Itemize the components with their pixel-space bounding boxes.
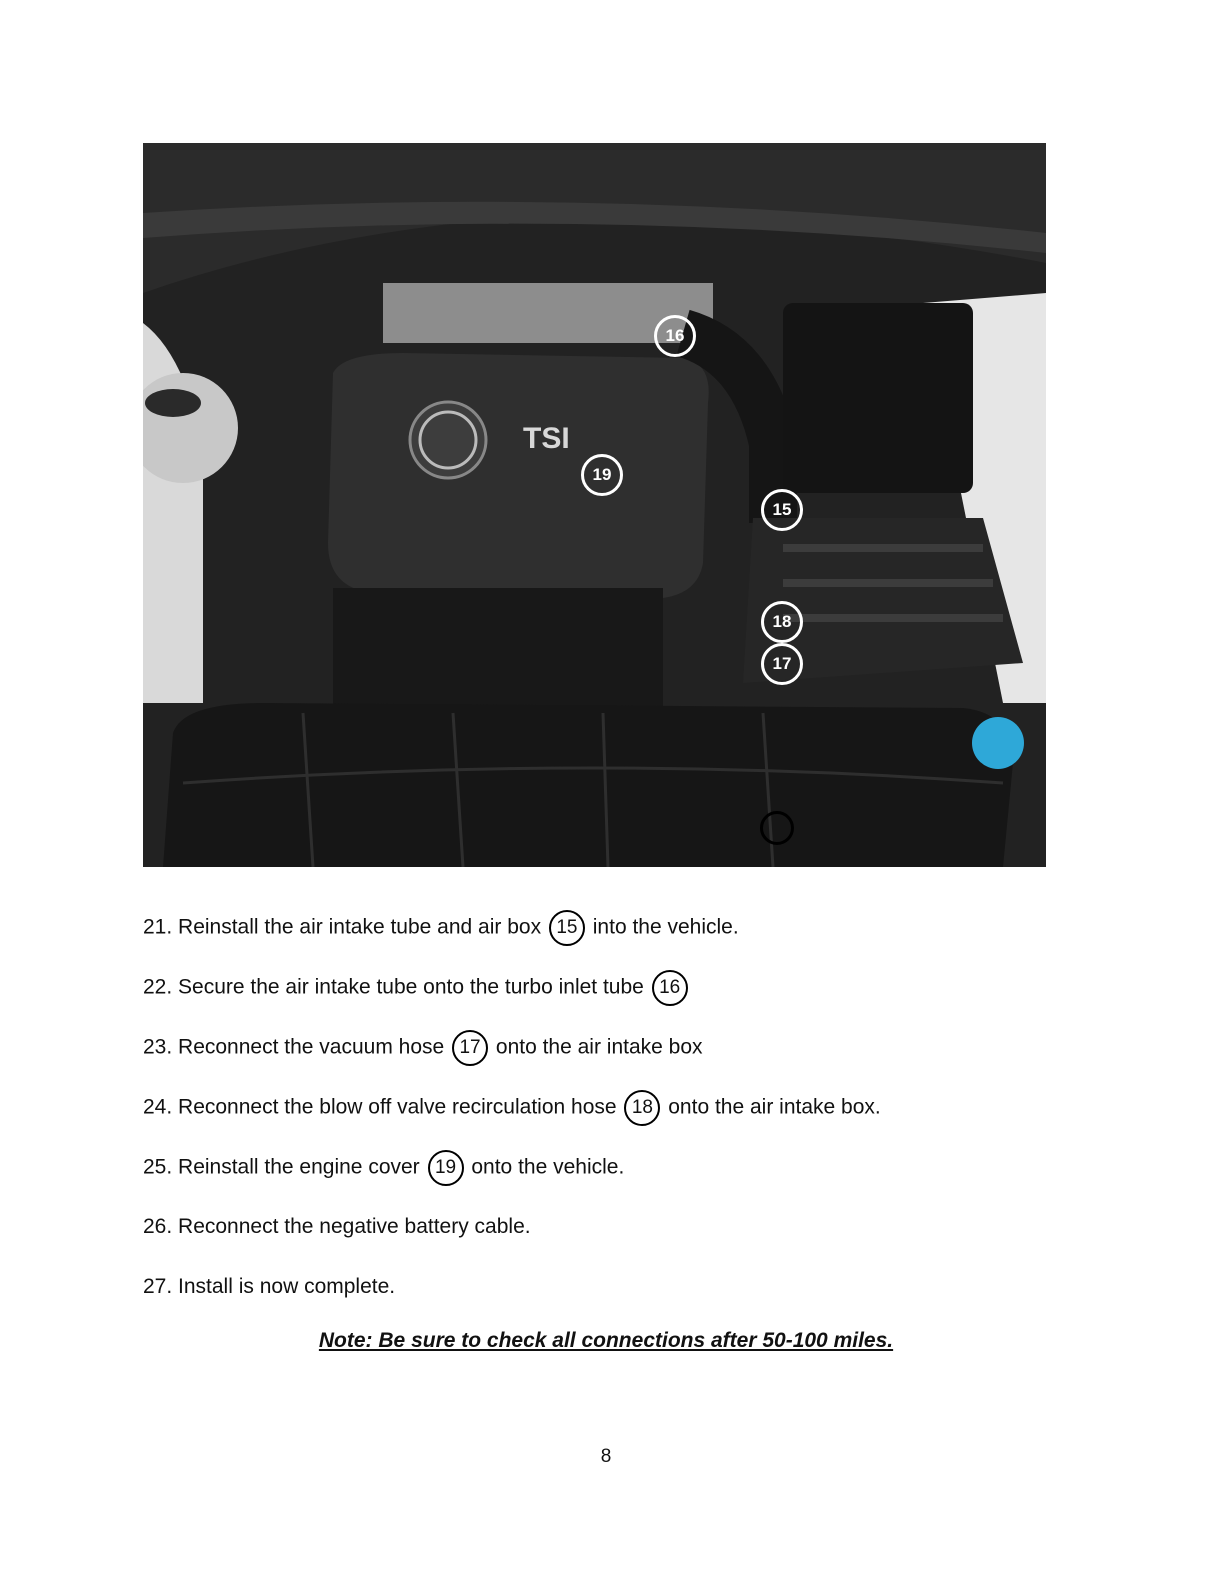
step-text: 23. Reconnect the vacuum hose xyxy=(143,1035,445,1059)
step-text: 22. Secure the air intake tube onto the turbo inlet tube xyxy=(143,975,644,999)
callout-18: 18 xyxy=(761,601,803,643)
callout-19: 19 xyxy=(581,454,623,496)
step-text-after: onto the vehicle. xyxy=(471,1155,625,1179)
instruction-steps xyxy=(143,910,1103,1330)
step-callout: 16 xyxy=(652,970,688,1006)
engine-bay-photo xyxy=(143,143,1046,867)
step-text: 21. Reinstall the air intake tube and air box xyxy=(143,915,542,939)
callout-16: 16 xyxy=(654,315,696,357)
step-callout: 15 xyxy=(549,910,585,946)
step-callout: 18 xyxy=(624,1090,660,1126)
step-text: 25. Reinstall the engine cover xyxy=(143,1155,420,1179)
engine-bay-illustration xyxy=(143,143,1046,867)
step-24 xyxy=(143,1090,1103,1150)
step-text-after: into the vehicle. xyxy=(592,915,739,939)
step-27 xyxy=(143,1270,1103,1330)
step-26 xyxy=(143,1210,1103,1270)
step-25 xyxy=(143,1150,1103,1210)
step-22 xyxy=(143,970,1103,1030)
step-21 xyxy=(143,910,1103,970)
callout-17: 17 xyxy=(761,643,803,685)
step-callout: 19 xyxy=(428,1150,464,1186)
step-text: 27. Install is now complete. xyxy=(143,1275,396,1298)
step-23 xyxy=(143,1030,1103,1090)
callout-empty xyxy=(760,811,794,845)
page-number: 8 xyxy=(600,1446,612,1467)
callout-15: 15 xyxy=(761,489,803,531)
note: Note: Be sure to check all connections after 50-100 miles. xyxy=(318,1329,894,1352)
step-callout: 17 xyxy=(452,1030,488,1066)
step-text-after: onto the air intake box xyxy=(495,1035,703,1059)
step-text-after: onto the air intake box. xyxy=(668,1095,881,1119)
step-text: 24. Reconnect the blow off valve recirculation hose xyxy=(143,1095,617,1119)
engine-badge: TSI xyxy=(523,422,570,455)
step-text: 26. Reconnect the negative battery cable. xyxy=(143,1215,531,1238)
